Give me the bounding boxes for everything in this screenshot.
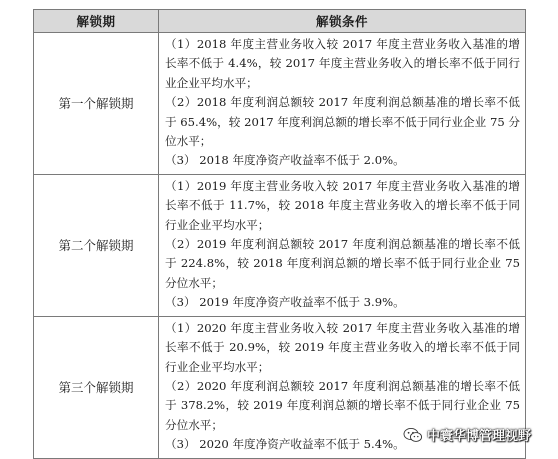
condition-item: （3） 2018 年度净资产收益率不低于 2.0%。	[165, 153, 405, 168]
conditions-cell	[159, 174, 526, 316]
period-cell: 第一个解锁期	[34, 33, 159, 175]
header-conditions: 解锁条件	[159, 10, 526, 33]
unlock-conditions-sheet	[33, 9, 526, 459]
table-header-row	[34, 10, 526, 33]
table-row	[34, 33, 526, 175]
wechat-icon	[403, 427, 423, 443]
condition-item: （1）2018 年度主营业务收入较 2017 年度主营业务收入基准的增长率不低于 4.4%，较 2017 年度主营业务收入的增长率不低于同行业企业平均水平；	[165, 37, 520, 90]
table-row	[34, 174, 526, 316]
period-cell: 第二个解锁期	[34, 174, 159, 316]
conditions-cell	[159, 33, 526, 175]
condition-item: （2）2019 年度利润总额较 2017 年度利润总额基准的增长率不低于 224.8%，较 2018 年度利润总额的增长率不低于同行业企业 75 分位水平；	[165, 237, 520, 290]
condition-item: （2）2020 年度利润总额较 2017 年度利润总额基准的增长率不低于 378.2%，较 2019 年度利润总额的增长率不低于同行业企业 75 分位水平；	[165, 378, 520, 432]
condition-item: （3） 2020 年度净资产收益率不低于 5.4%。	[165, 437, 405, 452]
watermark	[403, 425, 531, 444]
condition-item: （1）2020 年度主营业务收入较 2017 年度主营业务收入基准的增长率不低于 20.9%，较 2019 年度主营业务收入的增长率不低于同行业企业平均水平；	[165, 320, 520, 374]
condition-item: （3） 2019 年度净资产收益率不低于 3.9%。	[165, 295, 405, 310]
condition-item: （1）2019 年度主营业务收入较 2017 年度主营业务收入基准的增长率不低于 11.7%，较 2018 年度主营业务收入的增长率不低于同行业企业平均水平；	[165, 178, 520, 232]
watermark-text: 中寰华博管理视野	[427, 429, 532, 444]
header-period: 解锁期	[34, 10, 159, 33]
period-cell: 第三个解锁期	[34, 316, 159, 458]
condition-item: （2）2018 年度利润总额较 2017 年度利润总额基准的增长率不低于 65.4%，较 2017 年度利润总额的增长率不低于同行业企业 75 分位水平；	[165, 95, 520, 149]
unlock-conditions-table	[33, 9, 526, 459]
